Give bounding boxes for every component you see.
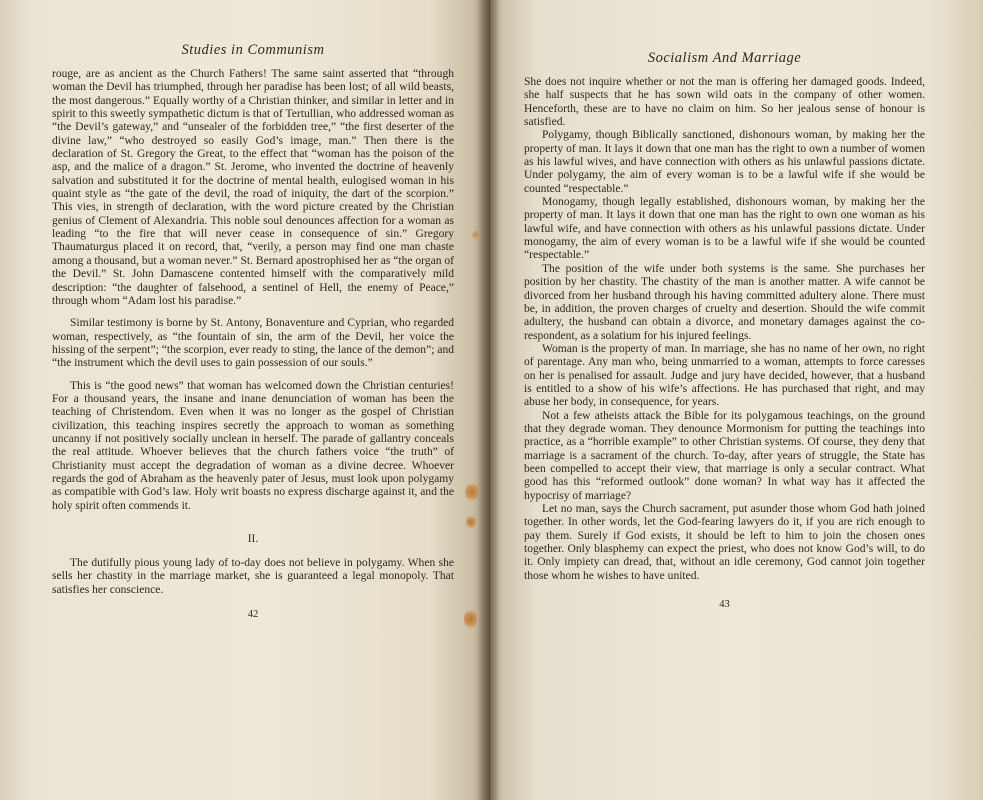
left-paragraph-3: This is “the good news” that woman has welcomed down the Christian centuries! For a thousand years, the insane and inane denunciation of woman has been the teaching of Christendom. Even when it was no longer as the gospel of Christian civilization, this teaching inspires secretly the approach to woman as something uncanny if not positively socially unclean in herself. The parade of gallantry conceals the real attitude. Whoever believes that the church fathers voice “the truth” of Christianity must accept the degradation of woman as a divine decree. Whoever regards the god of Abraham as the heavenly pater of Jesus, must look upon polygamy as compatible with God’s law. Holy writ boasts no express discharge against it, and the holy spirit often commends it. bbox=[52, 379, 454, 512]
section-heading: II. bbox=[247, 533, 259, 545]
right-paragraph-5: Woman is the property of man. In marriage, she has no name of her own, no right of parentage. Any man who, being unmarried to a woman, attempts to force caresses on her is penalised for assault. Judge and jury have decided, however, that a husband is entitled to a show of his wife’s affections. He has purchased that right, and may abuse her body, in consequence, for years. bbox=[524, 342, 925, 409]
right-paragraph-4: The position of the wife under both systems is the same. She purchases her position by her chastity. The chastity of the man is another matter. A wife cannot be divorced from her husband through his having committed adultery alone. There must be, in addition, the proven charges of cruelty and desertion. Should the wife commit adultery, the husband can obtain a divorce, and monetary damages against the co-respondent, as a solatium for his injured feelings. bbox=[524, 262, 925, 342]
right-paragraph-7: Let no man, says the Church sacrament, put asunder those whom God hath joined together. In other words, let the God-fearing lawyers do it, if you are rich enough to pay them. Surely if God exists, it should be left to him to join the chosen ones together. Only blasphemy can expect the priest, who does not know God’s will, to do it. Only impiety can dread, that, without an idle ceremony, God cannot join together those whom he wishes to have united. bbox=[524, 503, 925, 582]
left-closing-paragraph: The dutifully pious young lady of to-day does not believe in polygamy. When she sells her chastity in the marriage market, she is guaranteed a legal monopoly. That satisfies her conscience. bbox=[52, 557, 454, 596]
right-page bbox=[488, 0, 983, 800]
left-running-head: Studies in Communism bbox=[181, 42, 325, 58]
right-paragraph-6: Not a few atheists attack the Bible for its polygamous teachings, on the ground that they degrade woman. They denounce Mormonism for putting the teachings into practice, as a “horrible example” to other Christian systems. Of course, they deny that marriage is a sacrament of the church. To-day, after years of struggle, the State has been compelled to accept their view, that marriage is only a secular contract. What good has this “reformed outlook” done woman? In what way has it affected the hypocrisy of marriage? bbox=[524, 409, 925, 502]
right-body-text bbox=[524, 76, 925, 583]
right-paragraph-2: Polygamy, though Biblically sanctioned, dishonours woman, by making her the property of man. It lays it down that one man has the right to own a number of women as his lawful wives, and have connection with others as his unlawful passions dictate. Under polygamy, the aim of every woman is to be a lawful wife if she would be counted “respectable.” bbox=[524, 129, 925, 195]
right-paragraph-3: Monogamy, though legally established, dishonours woman, by making her the property of man. It lays it down that one man has the right to own one woman as his lawful wife, and have connection with others as his unlawful passions dictate. Under monogamy, the aim of every woman is to be a lawful wife if she would be counted “respectable.” bbox=[524, 196, 925, 262]
left-paragraph-2: Similar testimony is borne by St. Antony, Bonaventure and Cyprian, who regarded woman, respectively, as “the fountain of sin, the arm of the Devil, her voice the hissing of the serpent”; “the scorpion, ever ready to sting, the lance of the demon”; and “the instrument which the devil uses to gain possession of our souls.” bbox=[52, 317, 454, 370]
left-page-number: 42 bbox=[247, 609, 259, 621]
left-paragraph-1: rouge, are as ancient as the Church Fathers! The same saint asserted that “through woman the Devil has triumphed, through her paradise has been lost; of all wild beasts, the most dangerous.” Equally worthy of a Christian thinker, and similar in letter and in spirit to this sweetly sympathetic dictum is that of Tertullian, who addressed woman as “the Devil’s gateway,” and “unsealer of the forbidden tree,” “the first deserter of the divine law,” “who destroyed so easily God’s image, man.” Then there is the declaration of St. Gregory the Great, to the effect that “woman has the poison of the asp, and the malice of a dragon.” St. Jerome, who invented the doctrine of heavenly salvation and substituted it for the doctrine of mental health, eulogised woman in his quaint style as “the gate of the devil, the road of iniquity, the dart of the scorpion.” This vies, in strength of declaration, with the word picture created by the Christian genius of Clement of Alexandria. This noble soul denounces affection for a woman as leading “to the fire that will never cease in consequence of sin.” Gregory Thaumaturgus placed it on record, that, “verily, a person may find one man chaste among a thousand, but a woman never.” St. Bernard apostrophised her as “the organ of the Devil.” St. John Damascene contented himself with the comparatively mild description: “the daughter of falsehood, a sentinel of Hell, the enemy of Peace,” through whom “Adam lost his paradise.” bbox=[52, 68, 454, 307]
left-page bbox=[0, 0, 488, 800]
right-paragraph-1: She does not inquire whether or not the man is offering her damaged goods. Indeed, she half suspects that he has sown wild oats in the company of other women. Henceforth, these are to have no claim on him. So her jealous sense of honour is satisfied. bbox=[524, 76, 925, 129]
left-body-text bbox=[52, 68, 454, 597]
right-running-head: Socialism And Marriage bbox=[647, 50, 802, 66]
right-page-number: 43 bbox=[719, 599, 730, 611]
